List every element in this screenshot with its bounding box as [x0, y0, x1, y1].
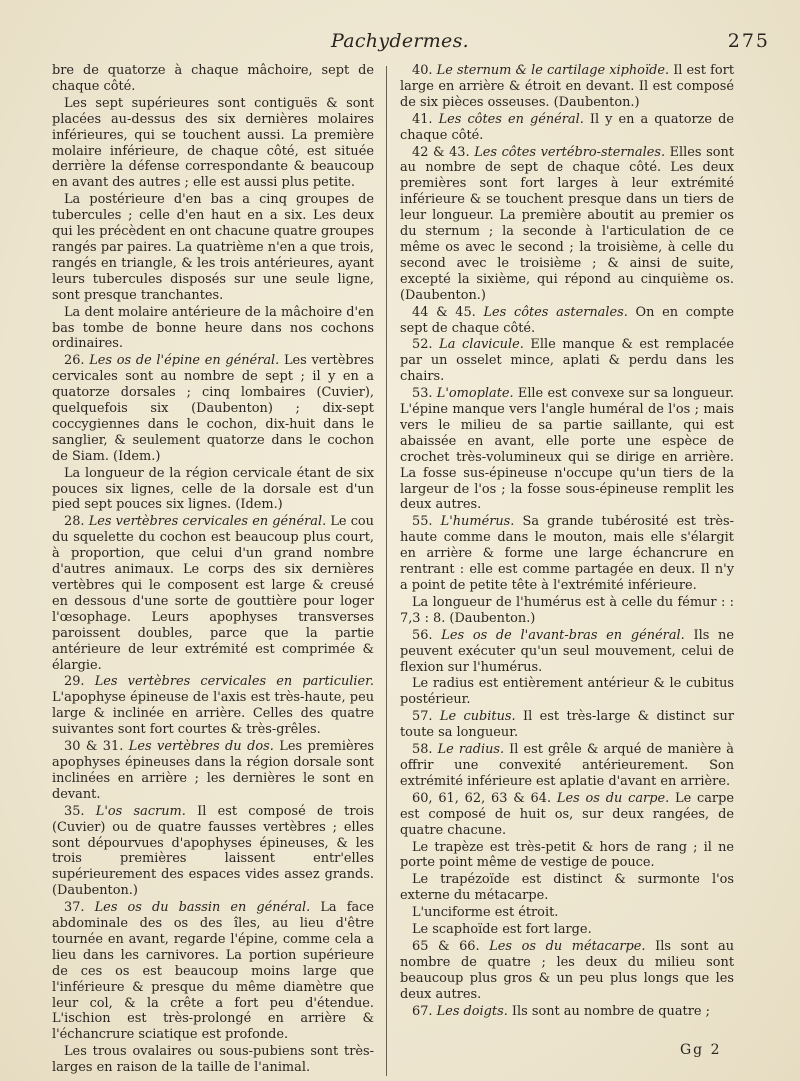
paragraph [400, 676, 734, 708]
paragraph-text: Ils sont au nombre de quatre ; [507, 1003, 710, 1019]
section-number: 30 & 31. [64, 739, 124, 755]
paragraph-text: La postérieure d'en bas a cinq groupes de tubercules ; celle d'en haut en a six. Les deux qui les précèdent en ont chacune quatre groupes rangés par paires. La quatrième n'en a que trois, rangés en triangle, & les trois antérieures, ayant leurs tubercules disposés sur une seule ligne, sont presque tranchantes. [52, 192, 374, 303]
paragraph [400, 145, 734, 304]
section-heading: Le radius. [437, 742, 505, 758]
paragraph [400, 922, 734, 938]
paragraph-text: Il y en a quatorze de chaque côté. [400, 111, 735, 143]
section-heading: Le cubitus. [439, 709, 516, 725]
paragraph [400, 1004, 734, 1020]
section-heading: Les vertèbres du dos. [128, 739, 274, 755]
paragraph [400, 709, 734, 741]
section-number: 67. [412, 1003, 433, 1019]
section-heading: Les os du métacarpe. [489, 938, 646, 954]
section-number: 26. [64, 353, 85, 369]
section-number: 55. [412, 514, 433, 530]
paragraph [52, 466, 374, 514]
section-number: 60, 61, 62, 63 & 64. [412, 790, 552, 806]
section-heading: Les côtes en général. [438, 111, 584, 127]
paragraph [400, 791, 734, 839]
paragraph-text: Le scaphoïde est fort large. [412, 922, 592, 938]
paragraph [400, 112, 734, 144]
paragraph [400, 595, 734, 627]
paragraph-text: La longueur de l'humérus est à celle du fémur : : 7,3 : 8. (Daubenton.) [400, 594, 734, 626]
paragraph-text: Il est fort large en arrière & étroit en devant. Il est composé de six pièces osseuses. (Daubenton.) [400, 63, 734, 110]
paragraph [400, 939, 734, 1003]
page-number: 275 [727, 30, 770, 52]
section-number: 44 & 45. [412, 304, 476, 320]
section-heading: L'omoplate. [436, 386, 514, 402]
paragraph-text: Elles sont au nombre de sept de chaque côté. Les deux premières sont fort larges à leur extrémité inférieure & se touchent presque dans un tiers de leur longueur. La première aboutit au premier os du sternum ; la seconde à l'articulation de ce même os avec le second ; la troisième, à celle du second avec le troisième ; & ainsi de suite, excepté la sixième, qui répond au cinquième os. (Daubenton.) [400, 144, 734, 303]
section-heading: Les doigts. [436, 1003, 508, 1019]
section-heading: La clavicule. [439, 337, 524, 353]
page-header [0, 28, 800, 58]
paragraph [52, 804, 374, 899]
paragraph [52, 674, 374, 738]
paragraph-text: On en compte sept de chaque côté. [400, 304, 734, 336]
paragraph-text: Elle manque & est remplacée par un osselet mince, aplati & perdu dans les chairs. [400, 337, 734, 385]
section-heading: Les vertèbres cervicales en particulier. [94, 674, 374, 690]
section-number: 56. [412, 627, 433, 643]
paragraph [400, 742, 734, 790]
paragraph-text: L'unciforme est étroit. [412, 905, 559, 921]
paragraph-text: Il est composé de trois (Cuvier) ou de quatre fausses vertèbres ; elles sont dépourvues d'apophyses épineuses, & les trois premières laissent entr'elles supérieurement des espaces vides assez grands. (Daubenton.) [52, 803, 374, 899]
section-heading: Le sternum & le cartilage xiphoïde. [436, 63, 670, 78]
paragraph-text: bre de quatorze à chaque mâchoire, sept de chaque côté. [52, 63, 374, 94]
paragraph-text: Il est très-large & distinct sur toute sa longueur. [400, 709, 734, 741]
paragraph [52, 739, 374, 803]
section-number: 53. [412, 386, 433, 402]
section-number: 40. [412, 63, 433, 78]
section-number: 37. [64, 900, 85, 916]
paragraph [400, 905, 734, 921]
paragraph-text: Les trous ovalaires ou sous-pubiens sont très-larges en raison de la taille de l'animal. [52, 1044, 374, 1076]
section-heading: Les os de l'épine en général. [89, 353, 280, 369]
paragraph [52, 900, 374, 1043]
paragraph-text: Le trapèze est très-petit & hors de rang ; il ne porte point même de vestige de pouce. [400, 839, 734, 871]
paragraph [52, 305, 374, 353]
paragraph [400, 305, 734, 337]
running-title: Pachydermes. [330, 30, 469, 52]
paragraph-text: L'apophyse épineuse de l'axis est très-haute, peu large & inclinée en arrière. Celles des quatre suivantes sont fort courtes & très-grêles. [52, 690, 374, 738]
paragraph-text: Le radius est entièrement antérieur & le cubitus postérieur. [400, 676, 734, 708]
section-number: 52. [412, 337, 433, 353]
paragraph-text: Les sept supérieures sont contiguës & sont placées au-dessus des six dernières molaires inférieures, qui se touchent aussi. La première molaire inférieure, de chaque côté, est située derrière la défense correspondante & beaucoup en avant des autres ; elle est aussi plus petite. [52, 95, 374, 191]
paragraph [400, 872, 734, 904]
section-heading: Les côtes vertébro-sternales. [474, 144, 666, 160]
paragraph [400, 337, 734, 385]
paragraph-text: Le cou du squelette du cochon est beaucoup plus court, à proportion, que celui d'un grand nombre d'autres animaux. Le corps des six dernières vertèbres qui le composent est large & creusé en dessous d'une sorte de gouttière pour loger l'œsophage. Leurs apophyses transverses paroissent doubles, parce que la partie antérieure de leur extrémité est comprimée & élargie. [52, 514, 374, 673]
paragraph-text: Le trapézoïde est distinct & surmonte l'os externe du métacarpe. [400, 872, 734, 904]
paragraph [52, 1044, 374, 1076]
column-divider [386, 66, 387, 1076]
paragraph [52, 63, 374, 95]
paragraph [400, 628, 734, 676]
paragraph-text: Il est grêle & arqué de manière à offrir une convexité antérieurement. Son extrémité inférieure est aplatie d'avant en arrière. [400, 742, 734, 789]
section-heading: L'os sacrum. [95, 803, 186, 819]
paragraph [52, 514, 374, 673]
signature-mark: Gg 2 [680, 1042, 722, 1058]
section-heading: L'humérus. [440, 514, 515, 530]
paragraph-text: Les vertèbres cervicales sont au nombre de sept ; il y en a quatorze dorsales ; cinq lombaires (Cuvier), quelquefois six (Daubenton) ; dix-sept coccygiennes dans le cochon, dix-huit dans le sanglier, & seulement quatorze dans le cochon de Siam. (Idem.) [52, 353, 374, 464]
section-heading: Les os de l'avant-bras en général. [441, 627, 685, 643]
paragraph-text: Ils sont au nombre de quatre ; les deux du milieu sont beaucoup plus gros & un peu plus longs que les deux autres. [400, 938, 734, 1002]
paragraph [400, 386, 734, 513]
paragraph-text: La dent molaire antérieure de la mâchoire d'en bas tombe de bonne heure dans nos cochons ordinaires. [52, 304, 374, 352]
right-column [400, 63, 734, 1020]
paragraph-text: Sa grande tubérosité est très-haute comme dans le mouton, mais elle s'élargit en arrière & forme une large échancrure en rentrant : elle est comme partagée en deux. Il n'y a point de petite tête à l'extrémité inférieure. [400, 514, 734, 593]
section-number: 28. [64, 514, 85, 530]
paragraph [52, 96, 374, 191]
section-heading: Les os du bassin en général. [94, 900, 311, 916]
section-number: 29. [64, 674, 85, 690]
paragraph-text: Elle est convexe sur sa longueur. L'épine manque vers l'angle huméral de l'os ; mais vers le milieu de sa partie saillante, qui est abaissée en avant, elle porte une espèce de crochet très-volumineux qui se dirige en arrière. La fosse sus-épineuse n'occupe qu'un tiers de la largeur de l'os ; la fosse sous-épineuse remplit les deux autres. [400, 386, 734, 513]
section-number: 35. [64, 803, 85, 819]
section-heading: Les os du carpe. [556, 790, 670, 806]
paragraph-text: La face abdominale des os des îles, au lieu d'être tournée en avant, regarde l'épine, comme cela a lieu dans les carnivores. La portion supérieure de ces os est beaucoup moins large que l'inférieure & presque du même diamètre que leur col, & la crête a fort peu d'étendue. L'ischion est très-prolongé en arrière & l'échancrure sciatique est profonde. [52, 900, 374, 1043]
paragraph [52, 192, 374, 303]
paragraph-text: Ils ne peuvent exécuter qu'un seul mouvement, celui de flexion sur l'humérus. [400, 627, 734, 675]
section-number: 57. [412, 709, 433, 725]
paragraph [52, 353, 374, 464]
section-number: 42 & 43. [412, 144, 470, 160]
section-heading: Les côtes asternales. [483, 304, 628, 320]
paragraph [400, 840, 734, 872]
paragraph [400, 514, 734, 594]
section-heading: Les vertèbres cervicales en général. [88, 514, 327, 530]
paragraph-text: Les premières apophyses épineuses dans la région dorsale sont inclinées en arrière ; les dernières le sont en devant. [52, 739, 374, 802]
paragraph-text: La longueur de la région cervicale étant de six pouces six lignes, celle de la dorsale est d'un pied sept pouces six lignes. (Idem.) [52, 465, 374, 513]
left-column [52, 63, 374, 1077]
section-number: 41. [412, 111, 433, 127]
section-number: 58. [412, 742, 433, 758]
paragraph-text: Le carpe est composé de huit os, sur deux rangées, de quatre chacune. [400, 790, 734, 838]
paragraph [400, 63, 734, 111]
section-number: 65 & 66. [412, 938, 480, 954]
